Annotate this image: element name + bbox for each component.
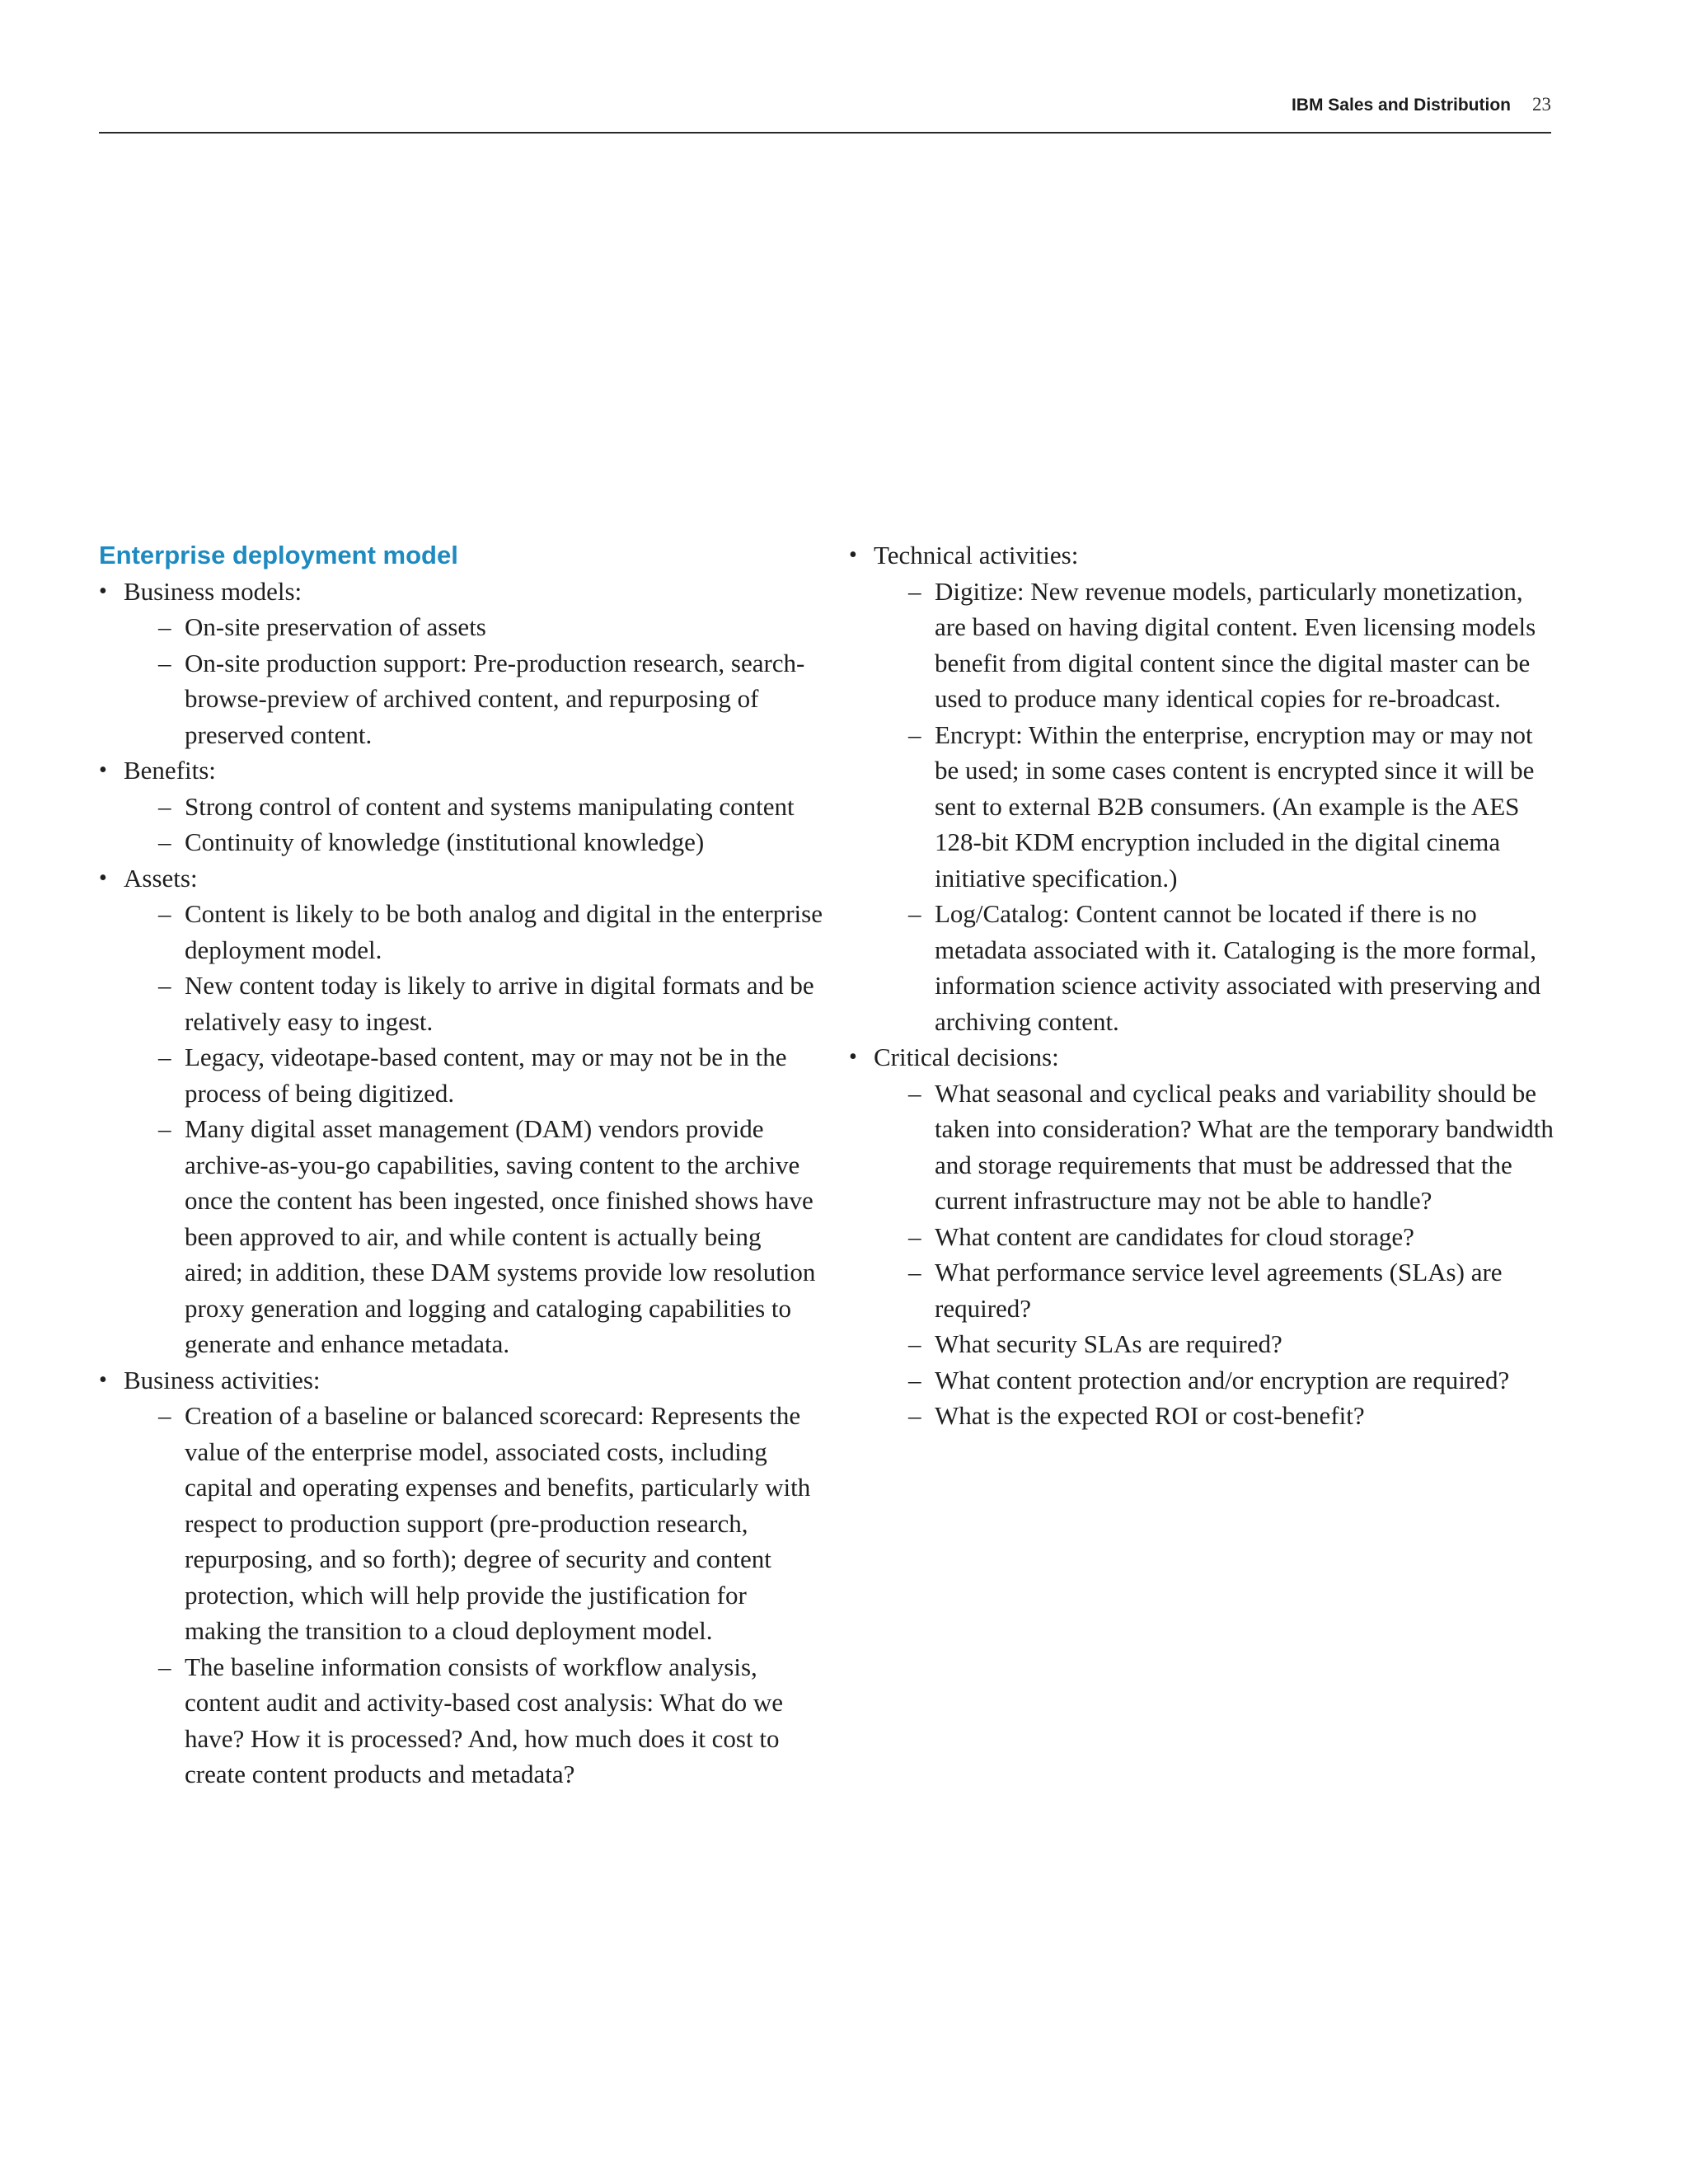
sub-list xyxy=(99,789,824,860)
bullet-list xyxy=(849,537,1559,574)
running-title: IBM Sales and Distribution xyxy=(1291,96,1511,115)
page-header xyxy=(99,91,1551,134)
section-heading: Enterprise deployment model xyxy=(99,541,458,569)
sub-list-item: – What performance service level agreements (SLAs) are required? xyxy=(849,1254,1559,1326)
list-item-technical-activities: • Technical activities: xyxy=(849,537,1559,574)
list-item-business-activities: • Business activities: xyxy=(99,1362,824,1399)
sub-list-item: – Encrypt: Within the enterprise, encryption may or may not be used; in some cases content is encrypted since it will be sent to external B2B consumers. (An example is the AES 128-bit KDM encryption included in the digital cinema initiative specification.) xyxy=(849,717,1559,897)
list-item-assets: • Assets: xyxy=(99,860,824,897)
bullet-list xyxy=(99,1362,824,1399)
sub-list-item: – New content today is likely to arrive in digital formats and be relatively easy to ingest. xyxy=(99,968,824,1039)
sub-list-item: – On-site production support: Pre-production research, search-browse-preview of archived content, and repurposing of preserved content. xyxy=(99,645,824,753)
list-item-critical-decisions: • Critical decisions: xyxy=(849,1039,1559,1076)
sub-list-item: – Strong control of content and systems manipulating content xyxy=(99,789,824,825)
list-item-business-models xyxy=(99,574,824,610)
sub-list xyxy=(99,896,824,1362)
list-item-benefits: • Benefits: xyxy=(99,752,824,789)
bullet-label: Business models: xyxy=(124,576,302,606)
left-column xyxy=(99,537,824,1793)
sub-list xyxy=(99,1398,824,1793)
sub-list-item: – What is the expected ROI or cost-benefit? xyxy=(849,1398,1559,1434)
sub-list-item: – What content are candidates for cloud storage? xyxy=(849,1219,1559,1255)
bullet-list xyxy=(99,574,824,610)
sub-list-item: – Digitize: New revenue models, particularly monetization, are based on having digital content. Even licensing models benefit from digital content since the digital master can be used to produce many identical copies for re-broadcast. xyxy=(849,574,1559,717)
page-number: 23 xyxy=(1532,94,1551,115)
sub-list-item: – Creation of a baseline or balanced scorecard: Represents the value of the enterprise model, associated costs, including capital and operating expenses and benefits, particularly with respect to production support (pre-production research, repurposing, and so forth); degree of security and content protection, which will help provide the justification for making the transition to a cloud deployment model. xyxy=(99,1398,824,1649)
sub-list xyxy=(99,609,824,752)
sub-list-item: – Content is likely to be both analog and digital in the enterprise deployment model. xyxy=(99,896,824,968)
sub-list xyxy=(849,574,1559,1040)
sub-list-item: – On-site preservation of assets xyxy=(99,609,824,645)
sub-list xyxy=(849,1076,1559,1434)
sub-list-item: – Many digital asset management (DAM) vendors provide archive-as-you-go capabilities, saving content to the archive once the content has been ingested, once finished shows have been approved to air, and while content is actually being aired; in addition, these DAM systems provide low resolution proxy generation and logging and cataloging capabilities to generate and enhance metadata. xyxy=(99,1111,824,1362)
sub-list-item: – What security SLAs are required? xyxy=(849,1326,1559,1362)
sub-list-item: – What seasonal and cyclical peaks and variability should be taken into consideration? What are the temporary bandwidth and storage requirements that must be addressed that the current infrastructure may not be able to handle? xyxy=(849,1076,1559,1219)
sub-list-item: – The baseline information consists of workflow analysis, content audit and activity-based cost analysis: What do we have? How it is processed? And, how much does it cost to create content products and metadata? xyxy=(99,1649,824,1793)
sub-list-item: – Legacy, videotape-based content, may or may not be in the process of being digitized. xyxy=(99,1039,824,1111)
sub-list-item: – Continuity of knowledge (institutional knowledge) xyxy=(99,824,824,860)
right-column xyxy=(849,537,1559,1434)
sub-list-item: – What content protection and/or encryption are required? xyxy=(849,1362,1559,1399)
sub-list-item: – Log/Catalog: Content cannot be located if there is no metadata associated with it. Cataloging is the more formal, information science activity associated with preserving and archiving content. xyxy=(849,896,1559,1039)
bullet-list xyxy=(849,1039,1559,1076)
bullet-list xyxy=(99,860,824,897)
bullet-list xyxy=(99,752,824,789)
